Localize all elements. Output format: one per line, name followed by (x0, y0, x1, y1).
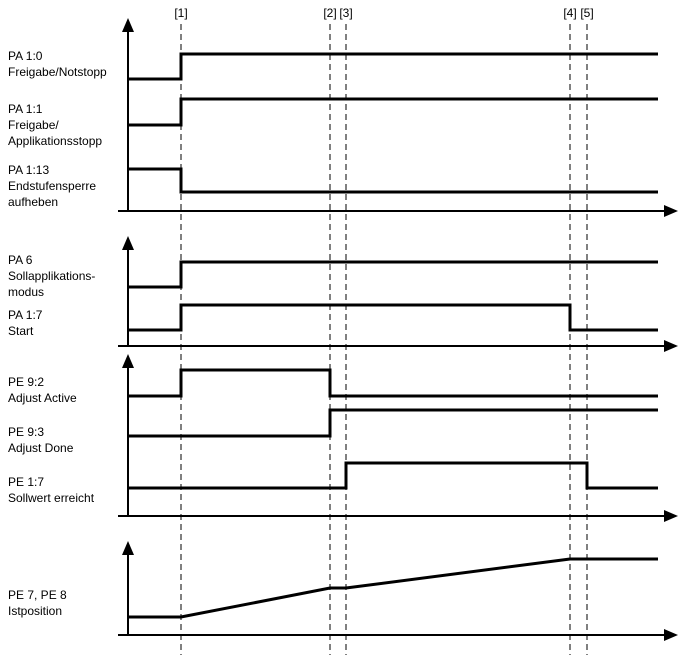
signal-label-pe-1-7: PE 1:7 Sollwert erreicht (8, 475, 95, 505)
signal-label-pa-1-1: PA 1:1 Freigabe/ Applikationsstopp (8, 102, 103, 148)
signal-group-pe-status (8, 354, 678, 522)
signal-trace-pa-1-1 (128, 99, 658, 125)
marker-label-4: [4] (563, 6, 577, 20)
signal-trace-pe-9-3 (128, 410, 658, 436)
signal-trace-pa-1-7 (128, 305, 658, 330)
x-axis-arrow (664, 629, 678, 641)
signal-trace-pa-6 (128, 262, 658, 287)
signal-trace-pa-1-0 (128, 54, 658, 79)
marker-label-1: [1] (174, 6, 188, 20)
signal-group-position (8, 541, 678, 641)
signal-group-pa-notstopp (8, 18, 678, 217)
signal-trace-pe-7-8 (128, 559, 658, 617)
marker-label-3: [3] (339, 6, 353, 20)
signal-label-pe-7-8: PE 7, PE 8 Istposition (8, 588, 67, 618)
marker-label-2: [2] (323, 6, 337, 20)
y-axis-arrow (122, 236, 134, 250)
y-axis-arrow (122, 541, 134, 555)
signal-trace-pe-1-7 (128, 463, 658, 488)
signal-group-pa-start (8, 236, 678, 352)
marker-label-5: [5] (580, 6, 594, 20)
y-axis-arrow (122, 18, 134, 32)
signal-label-pe-9-3: PE 9:3 Adjust Done (8, 425, 74, 455)
signal-label-pa-1-7: PA 1:7 Start (8, 308, 43, 338)
signal-label-pa-1-0: PA 1:0 Freigabe/Notstopp (8, 49, 107, 79)
signal-trace-pa-1-13 (128, 169, 658, 192)
time-markers (174, 6, 593, 655)
signal-trace-pe-9-2 (128, 370, 658, 396)
x-axis-arrow (664, 340, 678, 352)
x-axis-arrow (664, 205, 678, 217)
signal-label-pe-9-2: PE 9:2 Adjust Active (8, 375, 77, 405)
signal-label-pa-1-13: PA 1:13 Endstufensperre aufheben (8, 163, 97, 209)
signal-label-pa-6: PA 6 Sollapplikations- modus (8, 253, 96, 299)
x-axis-arrow (664, 510, 678, 522)
y-axis-arrow (122, 354, 134, 368)
